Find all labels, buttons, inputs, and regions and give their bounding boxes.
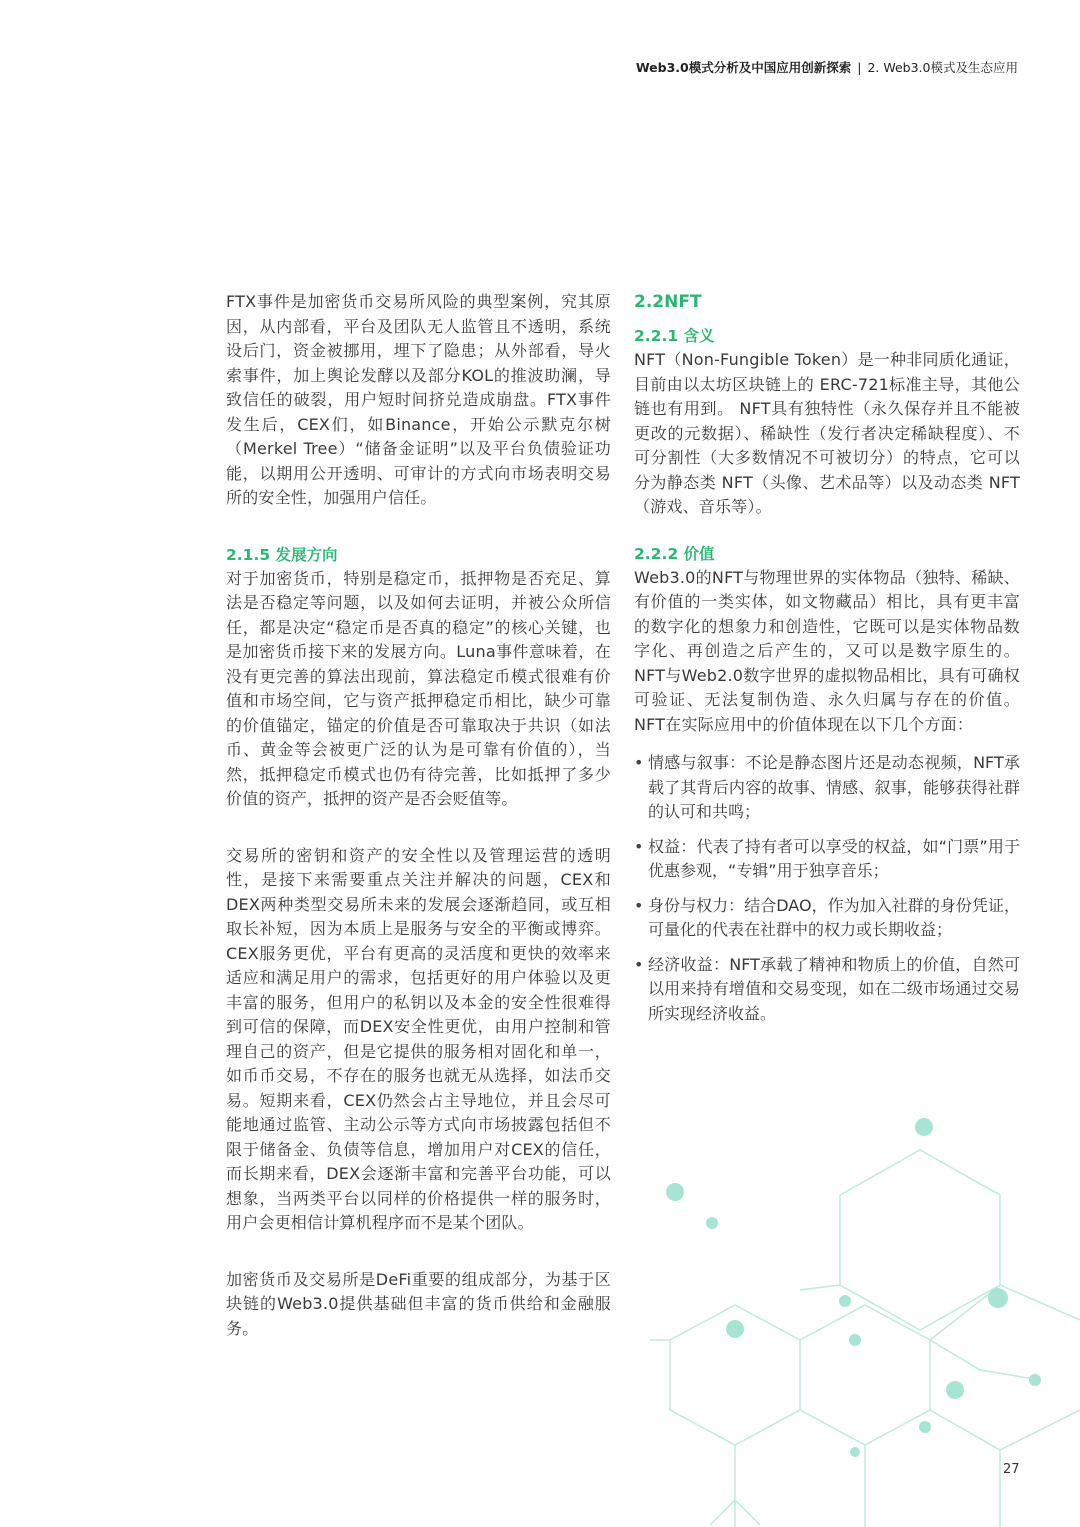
development-paragraph-3: 加密货币及交易所是DeFi重要的组成部分，为基于区块链的Web3.0提供基础但丰富的货币供给和金融服务。 bbox=[226, 1269, 611, 1338]
list-item-text: 情感与叙事：不论是静态图片还是动态视频，NFT承载了其背后内容的故事、情感、叙事，能够获得社群的认可和共鸣； bbox=[648, 753, 1020, 821]
page-number: 27 bbox=[1003, 1462, 1020, 1477]
list-item bbox=[634, 894, 1020, 943]
heading-2-2-1: 2.2.1 含义 bbox=[634, 327, 715, 345]
running-header bbox=[636, 58, 1018, 76]
right-column bbox=[634, 290, 1020, 1036]
bullet-icon: • bbox=[634, 753, 644, 772]
list-item bbox=[634, 953, 1020, 1027]
list-item bbox=[634, 751, 1020, 825]
nft-definition-paragraph: NFT（Non-Fungible Token）是一种非同质化通证，目前由以太坊区块链上的 ERC-721标准主导，其他公链也有用到。 NFT具有独特性（永久保存并且不能被更改的元数据）、稀缺性（发行者决定稀缺程度）、不可分割性（大多数情况不可被切分）的特点，它可以分为静态类 NFT（头像、艺术品等）以及动态类 NFT（游戏、音乐等）。 bbox=[634, 350, 1020, 516]
ftx-intro-paragraph: FTX事件是加密货币交易所风险的典型案例，究其原因，从内部看，平台及团队无人监管且不透明，系统设后门，资金被挪用，埋下了隐患；从外部看，导火索事件，加上舆论发酵以及部分KOL的推波助澜，导致信任的破裂，用户短时间挤兑造成崩盘。FTX事件发生后，CEX们，如Binance，开始公示默克尔树（Merkel Tree）“储备金证明”以及平台负债验证功能，以期用公开透明、可审计的方式向市场表明交易所的安全性，加强用户信任。 bbox=[226, 292, 611, 507]
heading-2-2-nft: 2.2NFT bbox=[634, 292, 702, 312]
development-paragraph-2: 交易所的密钥和资产的安全性以及管理运营的透明性，是接下来需要重点关注并解决的问题，CEX和DEX两种类型交易所未来的发展会逐渐趋同，或互相取长补短，因为本质上是服务与安全的平衡或博弈。CEX服务更优，平台有更高的灵活度和更快的效率来适应和满足用户的需求，包括更好的用户体验以及更丰富的服务，但用户的私钥以及本金的安全性很难得到可信的保障，而DEX安全性更优，由用户控制和管理自己的资产，但是它提供的服务相对固化和单一，如币币交易，不存在的服务也就无从选择，如法币交易。短期来看，CEX仍然会占主导地位，并且会尽可能地通过监管、主动公示等方式向市场披露包括但不限于储备金、负债等信息，增加用户对CEX的信任，而长期来看，DEX会逐渐丰富和完善平台功能，可以想象，当两类平台以同样的价格提供一样的服务时，用户会更相信计算机程序而不是某个团队。 bbox=[226, 845, 611, 1232]
list-item-text: 经济收益：NFT承载了精神和物质上的价值，自然可以用来持有增值和交易变现，如在二级市场通过交易所实现经济收益。 bbox=[648, 954, 1020, 1023]
development-paragraph-1: 对于加密货币，特别是稳定币，抵押物是否充足、算法是否稳定等问题，以及如何去证明，并被公众所信任，都是决定“稳定币是否真的稳定”的核心关键，也是加密货币接下来的发展方向。Luna事件意味着，在没有更完善的算法出现前，算法稳定币模式很难有价值和市场空间，它与资产抵押稳定币相比，缺少可靠的价值锚定，锚定的价值是否可靠取决于共识（如法币、黄金等会被更广泛的认为是可靠有价值的），当然，抵押稳定币模式也仍有待完善，比如抵押了多少价值的资产，抵押的资产是否会贬值等。 bbox=[226, 568, 611, 808]
hexagon-network-decoration bbox=[640, 1080, 1080, 1527]
heading-2-1-5: 2.1.5 发展方向 bbox=[226, 545, 338, 564]
header-separator: | bbox=[857, 60, 862, 75]
list-item-text: 权益：代表了持有者可以享受的权益，如“门票”用于优惠参观，“专辑”用于独享音乐； bbox=[648, 836, 1020, 880]
list-item bbox=[634, 835, 1020, 884]
list-item-text: 身份与权力：结合DAO，作为加入社群的身份凭证，可量化的代表在社群中的权力或长期收益； bbox=[648, 895, 1020, 939]
nft-value-paragraph: Web3.0的NFT与物理世界的实体物品（独特、稀缺、有价值的一类实体，如文物藏品）相比，具有更丰富的数字化的想象力和创造性，它既可以是实体物品数字化、再创造之后产生的，又可以是数字原生的。NFT与Web2.0数字世界的虚拟物品相比，具有可确权可验证、无法复制伪造、永久归属与存在的价值。NFT在实际应用中的价值体现在以下几个方面： bbox=[634, 567, 1020, 734]
bullet-icon: • bbox=[634, 954, 644, 974]
bullet-icon: • bbox=[634, 836, 644, 856]
header-doc-title: Web3.0模式分析及中国应用创新探索 bbox=[635, 60, 852, 75]
left-column bbox=[226, 290, 611, 1341]
header-section: 2. Web3.0模式及生态应用 bbox=[867, 60, 1018, 75]
heading-2-2-2: 2.2.2 价值 bbox=[634, 544, 715, 563]
bullet-icon: • bbox=[634, 895, 644, 915]
nft-value-list bbox=[634, 751, 1020, 1026]
